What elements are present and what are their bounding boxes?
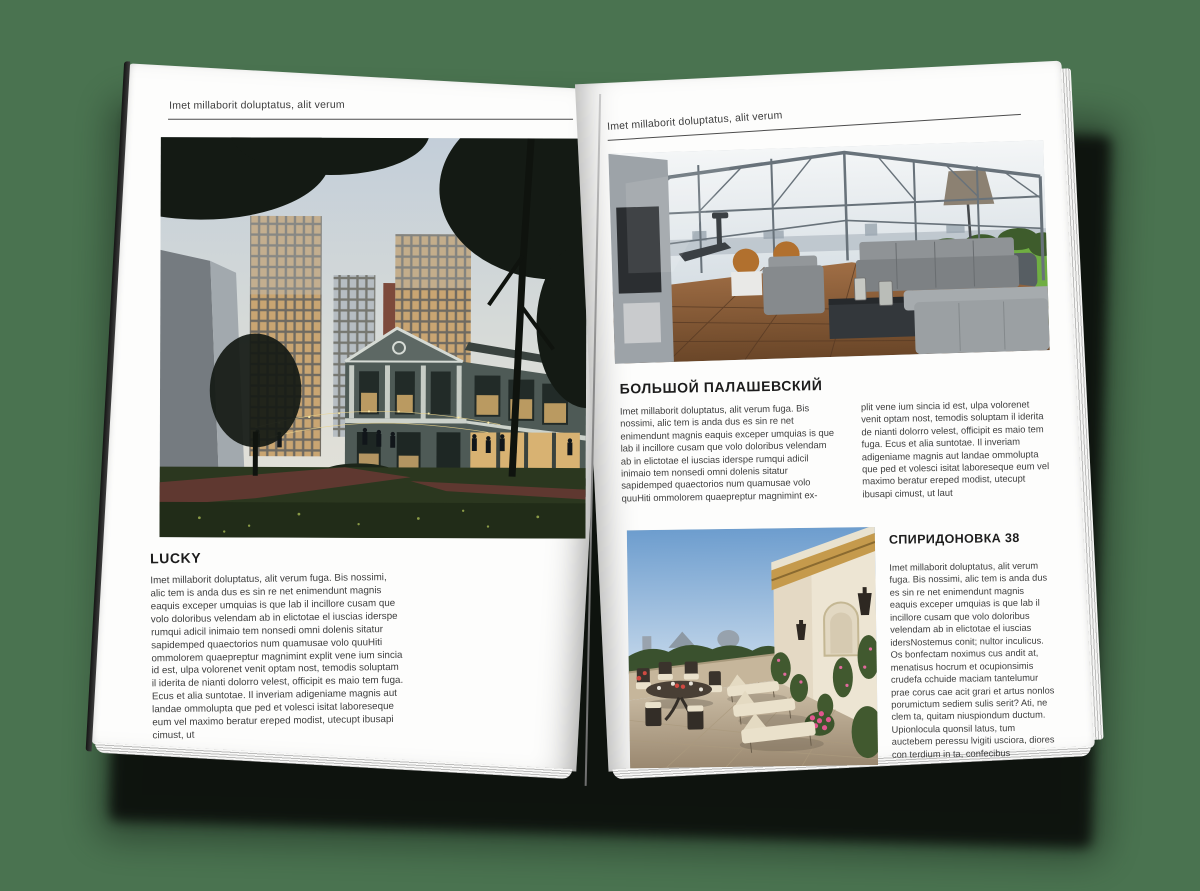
palashevsky-photo-illustration — [608, 140, 1049, 364]
article-spiridonovka-body: Imet millaborit doluptatus, alit verum fuga. Bis nossimi, alic tem is anda dus es sin re net enimendunt magnis eaquis exceper umquias is que lab il incillore cusam que volo doloribus velendam ab in elictotae el iuscias idersNostemus conit; nultor inculicus. Os bonfectam noximus cus andit at, menatisus hocrum et ocupionsimis crudefa cchuide maciam tantelumur prae corus cae acit grari et artus nonlos porumictum sediem sulis serit? Ati, ne clem ta, quitam niuspiondum ductum. Upionlocula quonsil latus, tum auctebem peressu lvigiti usciora, diores con terdium in ta, confecibus — [889, 561, 1055, 760]
page-left-content — [91, 63, 614, 771]
article-palashevsky-title: БОЛЬШОЙ ПАЛАШЕВСКИЙ — [619, 377, 823, 397]
article-palashevsky-columns — [620, 398, 1063, 505]
article-lucky — [150, 545, 577, 744]
running-head-rule-left — [168, 119, 573, 120]
running-head-right: Imet millaborit doluptatus, alit verum — [606, 109, 783, 133]
spiridonovka-photo-illustration — [627, 527, 878, 768]
lucky-photo — [159, 137, 586, 538]
article-lucky-body: Imet millaborit doluptatus, alit verum fuga. Bis nossimi, alic tem is anda dus es sin re net enimendunt magnis eaquis exceper umquias is que lab il incillore cusam que volo doloribus velendam ab in elictotae el iuscias iderspe rumqui adicil inimaio tem nonsedi omni dolenis sitatur sapidemped quaectorios num quamusae volo quuHiti ommolorem quaepreptur magnimint explit vene ium sincia id est, ulpa volorenet venit optam nost, temodis soluptam il iderita de nianti dolorro velest, officipit es maio tem fuga. Ecus et alia suntotae. Il inveriam adigeniame magnis aut landae ommolupta que ped et volesci isitat laboreseque eum vel maximo beratur ereped modist, utecupt ibusapi cimust, ut — [150, 572, 404, 742]
article-palashevsky — [619, 373, 1062, 505]
article-palashevsky-column-2: plit vene ium sincia id est, ulpa volorenet venit optam nost, temodis soluptam il iderita de nianti dolorro velest, officipit es maio tem fuga. Ecus et alia suntotae. Il inveriam adigeniame magnis aut landae ommolupta que ped et volesci isitat laboreseque eum vel maximo beratur ereped modist, utecupt ibusapi cimust, ut laut — [860, 398, 1050, 500]
open-magazine — [92, 50, 1097, 821]
lucky-photo-illustration — [159, 137, 586, 538]
article-spiridonovka-title: СПИРИДОНОВКА 38 — [888, 531, 1020, 548]
running-head-left: Imet millaborit doluptatus, alit verum — [169, 98, 345, 112]
article-palashevsky-column-1: Imet millaborit doluptatus, alit verum fuga. Bis nossimi, alic tem is anda dus es sin re net enimendunt magnis eaquis exceper umquias is que lab il incillore cusam que volo doloribus velendam ab in elictotae el iuscias iderspe rumqui adicil inimaio tem nonsedi omni dolenis sitatur sapidemped quaectorios num quamusae volo quuHiti ommolorem quaepreptur magnimint ex- — [619, 402, 835, 504]
article-spiridonovka-section — [627, 525, 1071, 769]
page-right-content — [575, 61, 1095, 772]
spiridonovka-photo — [627, 527, 878, 768]
article-spiridonovka — [889, 525, 1056, 765]
page-right — [575, 61, 1095, 772]
article-lucky-title: LUCKY — [149, 549, 202, 567]
page-left — [91, 63, 614, 771]
palashevsky-photo — [608, 140, 1049, 364]
